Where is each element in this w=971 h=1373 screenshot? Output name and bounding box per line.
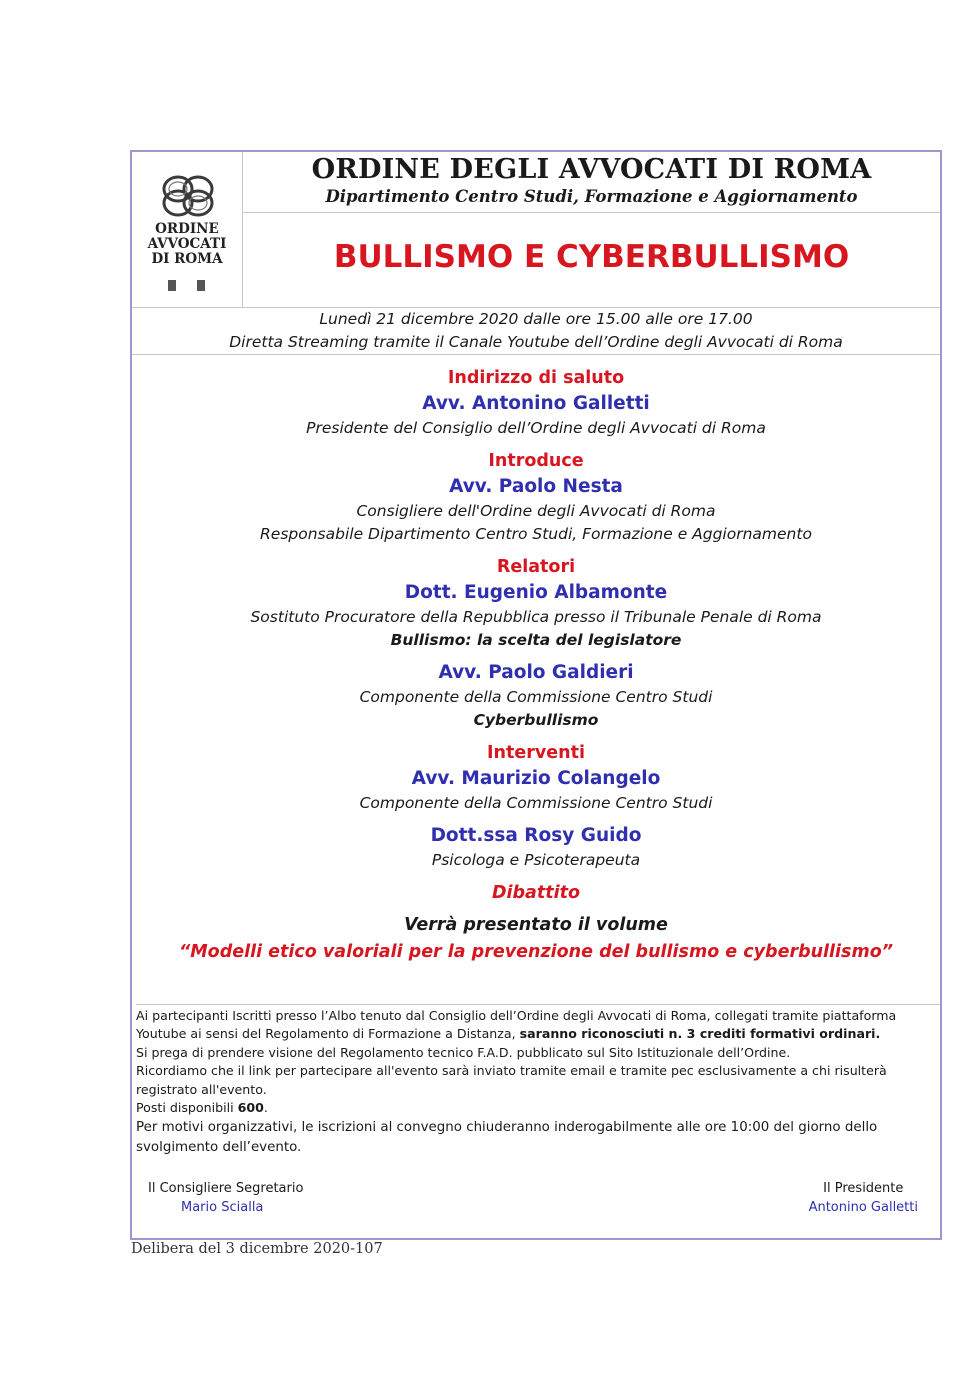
secretary-name: Mario Scialla — [181, 1200, 264, 1215]
secretary-title: Il Consigliere Segretario — [148, 1181, 304, 1196]
notes-registration-deadline: Per motivi organizzativi, le iscrizioni al convegno chiuderanno inderogabilmente alle ore 10:00 del giorno dello svolgimento dell’evento. — [136, 1120, 878, 1156]
president-title: Il Presidente — [823, 1181, 904, 1196]
flyer-frame — [130, 150, 942, 1240]
header-table — [132, 152, 940, 308]
notes-seats-value: 600 — [237, 1100, 264, 1116]
speaker-1-topic: Bullismo: la scelta del legislatore — [390, 631, 682, 649]
speaker-1-desc: Sostituto Procuratore della Repubblica presso il Tribunale Penale di Roma — [250, 608, 822, 626]
intervention-2-name: Dott.ssa Rosy Guido — [430, 825, 642, 846]
logo-mark-icon — [168, 280, 176, 291]
signature-president — [809, 1179, 918, 1217]
participant-notes — [136, 1004, 940, 1158]
org-name: ORDINE DEGLI AVVOCATI DI ROMA — [311, 154, 872, 185]
logo-line-3: DI ROMA — [151, 251, 223, 267]
intro-speaker-name: Avv. Paolo Nesta — [449, 476, 623, 497]
logo-mark-icon — [197, 280, 205, 291]
notes-link-info: Ricordiamo che il link per partecipare all'evento sarà inviato tramite email e tramite pec esclusivamente a chi risulterà registrato all'evento. — [136, 1063, 887, 1097]
notes-seats: Posti disponibili 600. — [136, 1100, 268, 1116]
notes-regulation: Si prega di prendere visione del Regolamento tecnico F.A.D. pubblicato sul Sito Istituzionale dell’Ordine. — [136, 1044, 791, 1060]
role-interventions: Interventi — [487, 743, 585, 763]
program — [132, 365, 940, 965]
speaker-1-name: Dott. Eugenio Albamonte — [404, 582, 668, 603]
volume-title: “Modelli etico valoriali per la prevenzione del bullismo e cyberbullismo” — [178, 942, 893, 962]
title-cell — [243, 213, 940, 307]
notes-credits — [136, 1007, 940, 1044]
role-greeting: Indirizzo di saluto — [447, 368, 625, 388]
role-speakers: Relatori — [496, 557, 576, 577]
logo-marks — [168, 276, 226, 295]
logo-line-2: AVVOCATI — [147, 236, 227, 252]
volume-intro: Verrà presentato il volume — [404, 915, 668, 935]
president-name: Antonino Galletti — [808, 1200, 918, 1215]
event-date: Lunedì 21 dicembre 2020 dalle ore 15.00 alle ore 17.00 — [319, 310, 753, 328]
role-intro: Introduce — [488, 451, 584, 471]
intervention-2-desc: Psicologa e Psicoterapeuta — [431, 851, 641, 869]
org-cell — [243, 152, 940, 213]
delibera-reference: Delibera del 3 dicembre 2020-107 — [131, 1241, 383, 1257]
logo-line-1: ORDINE — [155, 221, 219, 237]
streaming-info: Diretta Streaming tramite il Canale Youtube dell’Ordine degli Avvocati di Roma — [229, 333, 843, 351]
event-title: BULLISMO E CYBERBULLISMO — [333, 239, 850, 275]
emblem-logo-icon — [159, 172, 217, 220]
speaker-2-name: Avv. Paolo Galdieri — [438, 662, 634, 683]
greeting-speaker-name: Avv. Antonino Galletti — [422, 393, 650, 414]
department-name: Dipartimento Centro Studi, Formazione e Aggiornamento — [325, 187, 858, 206]
intervention-1-name: Avv. Maurizio Colangelo — [411, 768, 661, 789]
logo-text — [132, 222, 242, 267]
logo-cell — [132, 152, 243, 307]
notes-seats-label: Posti disponibili — [136, 1100, 234, 1116]
debate-label: Dibattito — [492, 883, 580, 903]
notes-credits-bold: saranno riconosciuti n. 3 crediti formativi ordinari. — [519, 1026, 881, 1042]
notes-credits-text: Ai partecipanti Iscritti presso l’Albo tenuto dal Consiglio dell’Ordine degli Avvocati di Roma, collegati tramite piattaforma Youtube ai sensi del Regolamento di Formazione a Distanza, — [136, 1008, 897, 1042]
intro-speaker-desc-1: Consigliere dell'Ordine degli Avvocati di Roma — [356, 502, 716, 520]
intervention-1-desc: Componente della Commissione Centro Studi — [359, 794, 713, 812]
intro-speaker-desc-2: Responsabile Dipartimento Centro Studi, Formazione e Aggiornamento — [260, 525, 812, 543]
signature-secretary — [148, 1179, 303, 1217]
speaker-2-desc: Componente della Commissione Centro Studi — [359, 688, 713, 706]
speaker-2-topic: Cyberbullismo — [473, 711, 599, 729]
greeting-speaker-desc: Presidente del Consiglio dell’Ordine degli Avvocati di Roma — [306, 419, 766, 437]
schedule-block — [132, 308, 940, 355]
